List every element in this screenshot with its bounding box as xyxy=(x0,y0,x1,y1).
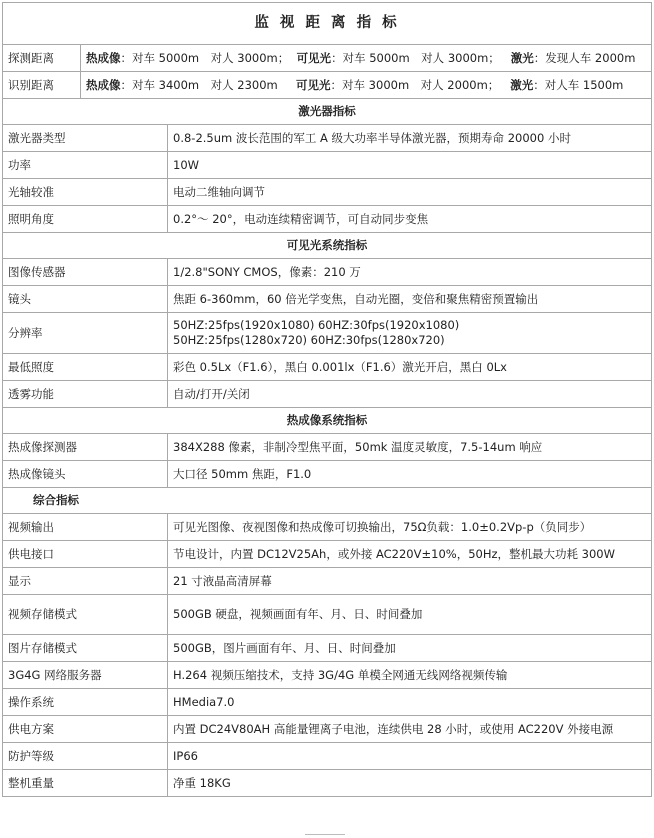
recognize-thermal-label: 热成像 xyxy=(86,77,121,92)
section-heading-thermal: 热成像系统指标 xyxy=(3,408,652,434)
table-row xyxy=(3,743,652,770)
video-storage-value: 500GB 硬盘，视频画面有年、月、日、时间叠加 xyxy=(168,595,652,635)
detect-visible-label: 可见光 xyxy=(296,50,332,65)
defog-value: 自动/打开/关闭 xyxy=(168,381,652,408)
laser-type-label: 激光器类型 xyxy=(3,125,168,152)
weight-label: 整机重量 xyxy=(3,770,168,797)
table-row xyxy=(3,568,652,595)
section-heading-laser: 激光器指标 xyxy=(3,99,652,125)
laser-power-label: 功率 xyxy=(3,152,168,179)
os-value: HMedia7.0 xyxy=(168,689,652,716)
table-row xyxy=(3,381,652,408)
recognize-visible-value: ：对车 3000m 对人 2000m； xyxy=(330,77,500,92)
laser-power-value: 10W xyxy=(168,152,652,179)
table-row xyxy=(3,152,652,179)
page-title: 监 视 距 离 指 标 xyxy=(3,3,652,45)
detect-thermal-value: ：对车 5000m 对人 3000m； xyxy=(120,50,290,65)
protection-value: IP66 xyxy=(168,743,652,770)
table-row xyxy=(3,662,652,689)
network-server-label: 3G4G 网络服务器 xyxy=(3,662,168,689)
recognize-distance-label: 识别距离 xyxy=(3,72,81,99)
table-row xyxy=(3,434,652,461)
recognize-thermal-value: ：对车 3400m 对人 2300m xyxy=(120,77,278,92)
detect-thermal-label: 热成像 xyxy=(86,50,121,65)
table-row xyxy=(3,716,652,743)
image-storage-value: 500GB，图片画面有年、月、日、时间叠加 xyxy=(168,635,652,662)
table-row xyxy=(3,354,652,381)
lens-label: 镜头 xyxy=(3,286,168,313)
section-heading-visible: 可见光系统指标 xyxy=(3,233,652,259)
laser-section-row xyxy=(3,99,652,125)
thermal-section-row xyxy=(3,408,652,434)
visible-section-row xyxy=(3,233,652,259)
section-heading-general: 综合指标 xyxy=(3,488,652,514)
general-section-row xyxy=(3,488,652,514)
thermal-detector-value: 384X288 像素，非制冷型焦平面，50mk 温度灵敏度，7.5-14um 响应 xyxy=(168,434,652,461)
detect-distance-value xyxy=(81,45,652,72)
table-row xyxy=(3,770,652,797)
protection-label: 防护等级 xyxy=(3,743,168,770)
laser-type-value: 0.8-2.5um 波长范围的军工 A 级大功率半导体激光器，预期寿命 20000 小时 xyxy=(168,125,652,152)
detect-distance-label: 探测距离 xyxy=(3,45,81,72)
table-row xyxy=(3,206,652,233)
table-row xyxy=(3,595,652,635)
image-storage-label: 图片存储模式 xyxy=(3,635,168,662)
defog-label: 透雾功能 xyxy=(3,381,168,408)
illumination-angle-label: 照明角度 xyxy=(3,206,168,233)
detect-laser-label: 激光 xyxy=(510,50,534,65)
os-label: 操作系统 xyxy=(3,689,168,716)
video-output-label: 视频输出 xyxy=(3,514,168,541)
table-row xyxy=(3,125,652,152)
resolution-label: 分辨率 xyxy=(3,313,168,354)
lens-value: 焦距 6-360mm，60 倍光学变焦，自动光圈，变倍和聚焦精密预置输出 xyxy=(168,286,652,313)
network-server-value: H.264 视频压缩技术，支持 3G/4G 单模全网通无线网络视频传输 xyxy=(168,662,652,689)
table-row xyxy=(3,286,652,313)
image-sensor-value: 1/2.8"SONY CMOS，像素：210 万 xyxy=(168,259,652,286)
video-output-value: 可见光图像、夜视图像和热成像可切换输出，75Ω负载：1.0±0.2Vp-p（负同步） xyxy=(168,514,652,541)
thermal-detector-label: 热成像探测器 xyxy=(3,434,168,461)
table-row xyxy=(3,635,652,662)
table-row xyxy=(3,541,652,568)
weight-value: 净重 18KG xyxy=(168,770,652,797)
resolution-value xyxy=(168,313,652,354)
resolution-line-2: 50HZ:25fps(1280x720) 60HZ:30fps(1280x720) xyxy=(173,333,445,347)
video-storage-label: 视频存储模式 xyxy=(3,595,168,635)
min-illumination-value: 彩色 0.5Lx（F1.6），黑白 0.001lx（F1.6）激光开启，黑白 0Lx xyxy=(168,354,652,381)
power-port-label: 供电接口 xyxy=(3,541,168,568)
table-row xyxy=(3,514,652,541)
bottom-divider xyxy=(305,834,345,835)
table-row xyxy=(3,461,652,488)
axis-calibration-value: 电动二维轴向调节 xyxy=(168,179,652,206)
axis-calibration-label: 光轴较准 xyxy=(3,179,168,206)
table-row xyxy=(3,259,652,286)
thermal-lens-label: 热成像镜头 xyxy=(3,461,168,488)
detect-distance-row xyxy=(3,45,652,72)
recognize-distance-value xyxy=(81,72,652,99)
image-sensor-label: 图像传感器 xyxy=(3,259,168,286)
table-row xyxy=(3,179,652,206)
min-illumination-label: 最低照度 xyxy=(3,354,168,381)
resolution-line-1: 50HZ:25fps(1920x1080) 60HZ:30fps(1920x1080) xyxy=(173,318,460,332)
display-value: 21 寸液晶高清屏幕 xyxy=(168,568,652,595)
thermal-lens-value: 大口径 50mm 焦距，F1.0 xyxy=(168,461,652,488)
recognize-distance-row xyxy=(3,72,652,99)
spec-table xyxy=(2,2,652,797)
detect-visible-value: ：对车 5000m 对人 3000m； xyxy=(331,50,500,65)
table-row xyxy=(3,313,652,354)
recognize-laser-value: ：对人车 1500m xyxy=(533,77,624,92)
recognize-visible-label: 可见光 xyxy=(296,77,331,92)
title-row xyxy=(3,3,652,45)
illumination-angle-value: 0.2°～ 20°，电动连续精密调节，可自动同步变焦 xyxy=(168,206,652,233)
recognize-laser-label: 激光 xyxy=(510,77,534,92)
table-row xyxy=(3,689,652,716)
power-port-value: 节电设计，内置 DC12V25Ah，或外接 AC220V±10%，50Hz，整机最大功耗 300W xyxy=(168,541,652,568)
power-supply-value: 内置 DC24V80AH 高能量锂离子电池，连续供电 28 小时，或使用 AC220V 外接电源 xyxy=(168,716,652,743)
detect-laser-value: ：发现人车 2000m xyxy=(533,50,636,65)
power-supply-label: 供电方案 xyxy=(3,716,168,743)
display-label: 显示 xyxy=(3,568,168,595)
